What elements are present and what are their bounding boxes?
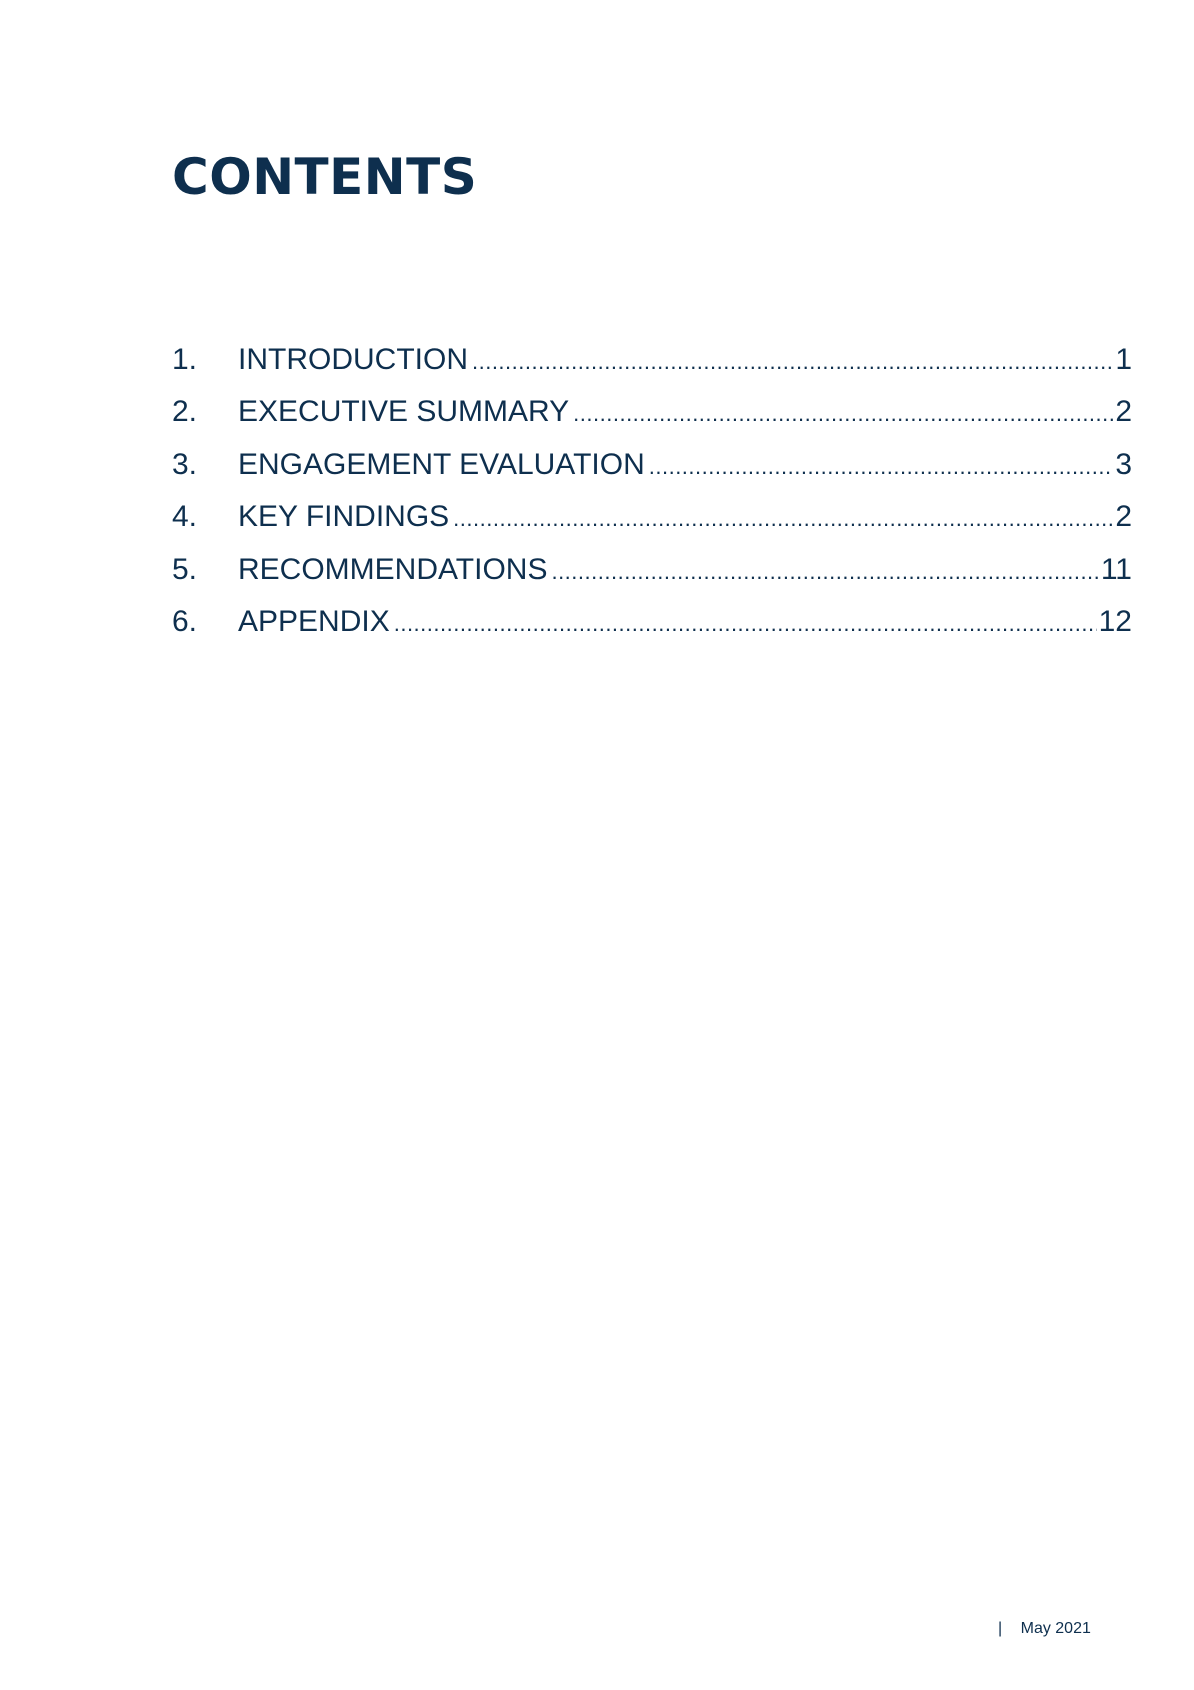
- toc-entry-number: 1.: [172, 343, 198, 376]
- toc-dot-leader: [649, 441, 1114, 493]
- toc-entry-number: 4.: [172, 500, 198, 534]
- toc-entry-introduction[interactable]: [172, 334, 1132, 386]
- toc-entry-page: 3: [1115, 447, 1132, 481]
- toc-entry-label: RECOMMENDATIONS: [238, 552, 548, 586]
- toc-entry-executive-summary[interactable]: [172, 386, 1132, 438]
- toc-dot-leader: [573, 388, 1113, 440]
- toc-dot-leader: [453, 493, 1113, 545]
- toc-entry-page: 1: [1115, 343, 1132, 376]
- footer-date: May 2021: [1020, 1620, 1091, 1637]
- page-title: CONTENTS: [172, 148, 478, 206]
- toc-entry-engagement-evaluation[interactable]: [172, 439, 1132, 491]
- toc-entry-number: 3.: [172, 447, 198, 481]
- page-footer: [998, 1620, 1091, 1638]
- toc-entry-number: 5.: [172, 552, 198, 586]
- toc-entry-number: 6.: [172, 604, 198, 638]
- toc-entry-page: 2: [1115, 395, 1132, 429]
- toc-entry-page: 11: [1100, 552, 1132, 586]
- toc-entry-key-findings[interactable]: [172, 491, 1132, 543]
- toc-dot-leader: [551, 546, 1098, 598]
- toc-entry-page: 2: [1115, 500, 1132, 534]
- toc-entry-label: INTRODUCTION: [238, 343, 468, 376]
- toc-entry-appendix[interactable]: [172, 596, 1132, 648]
- toc-entry-label: KEY FINDINGS: [238, 500, 450, 534]
- toc-entry-recommendations[interactable]: [172, 544, 1132, 596]
- toc-entry-label: APPENDIX: [238, 604, 390, 638]
- toc-dot-leader: [394, 598, 1097, 650]
- toc-entry-label: ENGAGEMENT EVALUATION: [238, 447, 645, 481]
- toc-entry-page: 12: [1098, 604, 1132, 638]
- toc-entry-label: EXECUTIVE SUMMARY: [238, 395, 570, 429]
- footer-separator: |: [998, 1620, 1003, 1637]
- toc-entry-number: 2.: [172, 395, 198, 429]
- table-of-contents: [172, 334, 1132, 648]
- toc-dot-leader: [472, 336, 1113, 388]
